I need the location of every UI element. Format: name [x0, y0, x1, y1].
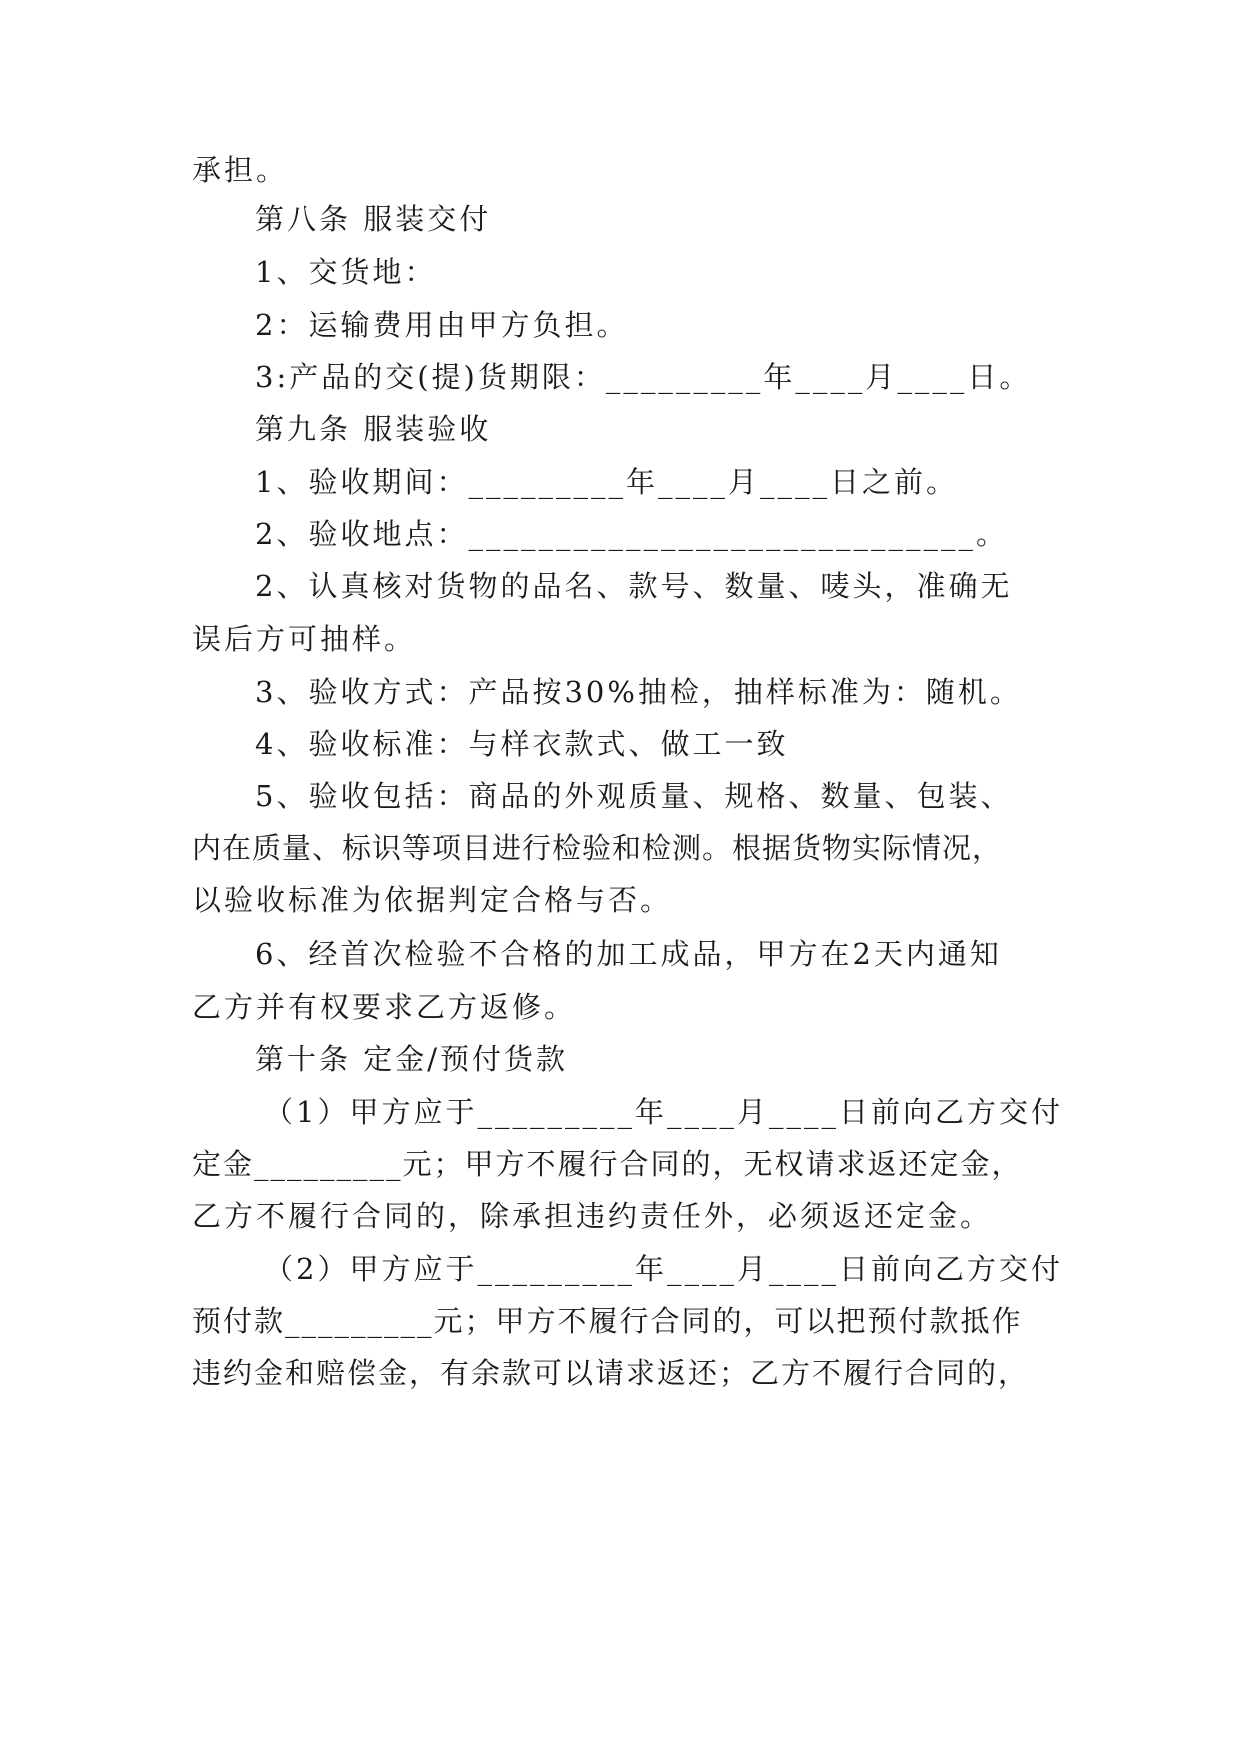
text-line: 5、验收包括：商品的外观质量、规格、数量、包装、 [255, 779, 1013, 813]
text-line: 6、经首次检验不合格的加工成品，甲方在2天内通知 [255, 937, 1002, 971]
text-line: 承担。 [192, 153, 289, 187]
text-line: 误后方可抽样。 [192, 622, 417, 656]
text-line: 1、验收期间：_________年____月____日之前。 [255, 465, 958, 499]
text-line: 3、验收方式：产品按30%抽检，抽样标准为：随机。 [255, 675, 1022, 709]
text-line: 2：运输费用由甲方负担。 [255, 308, 629, 342]
text-line: 4、验收标准：与样衣款式、做工一致 [255, 727, 789, 761]
text-line: 预付款_________元；甲方不履行合同的，可以把预付款抵作 [192, 1304, 1023, 1338]
text-line: 乙方并有权要求乙方返修。 [192, 990, 577, 1024]
section-heading-8: 第八条 服装交付 [255, 202, 492, 236]
text-line: 以验收标准为依据判定合格与否。 [192, 883, 673, 917]
text-line: 内在质量、标识等项目进行检验和检测。根据货物实际情况， [192, 831, 1003, 865]
text-line: 违约金和赔偿金，有余款可以请求返还；乙方不履行合同的， [192, 1356, 1030, 1390]
text-line: 3:产品的交(提)货期限：_________年____月____日。 [255, 360, 1032, 394]
text-line: 乙方不履行合同的，除承担违约责任外，必须返还定金。 [192, 1199, 993, 1233]
section-heading-10: 第十条 定金/预付货款 [255, 1042, 568, 1076]
text-line: 1、交货地： [255, 255, 437, 289]
section-heading-9: 第九条 服装验收 [255, 412, 492, 446]
text-line: 2、认真核对货物的品名、款号、数量、唛头，准确无 [255, 569, 1013, 603]
text-line: 定金_________元；甲方不履行合同的，无权请求返还定金， [192, 1147, 1023, 1181]
text-line: （1）甲方应于_________年____月____日前向乙方交付 [264, 1095, 1063, 1129]
text-line: （2）甲方应于_________年____月____日前向乙方交付 [264, 1252, 1063, 1286]
text-line: 2、验收地点：_____________________________。 [255, 517, 1008, 551]
